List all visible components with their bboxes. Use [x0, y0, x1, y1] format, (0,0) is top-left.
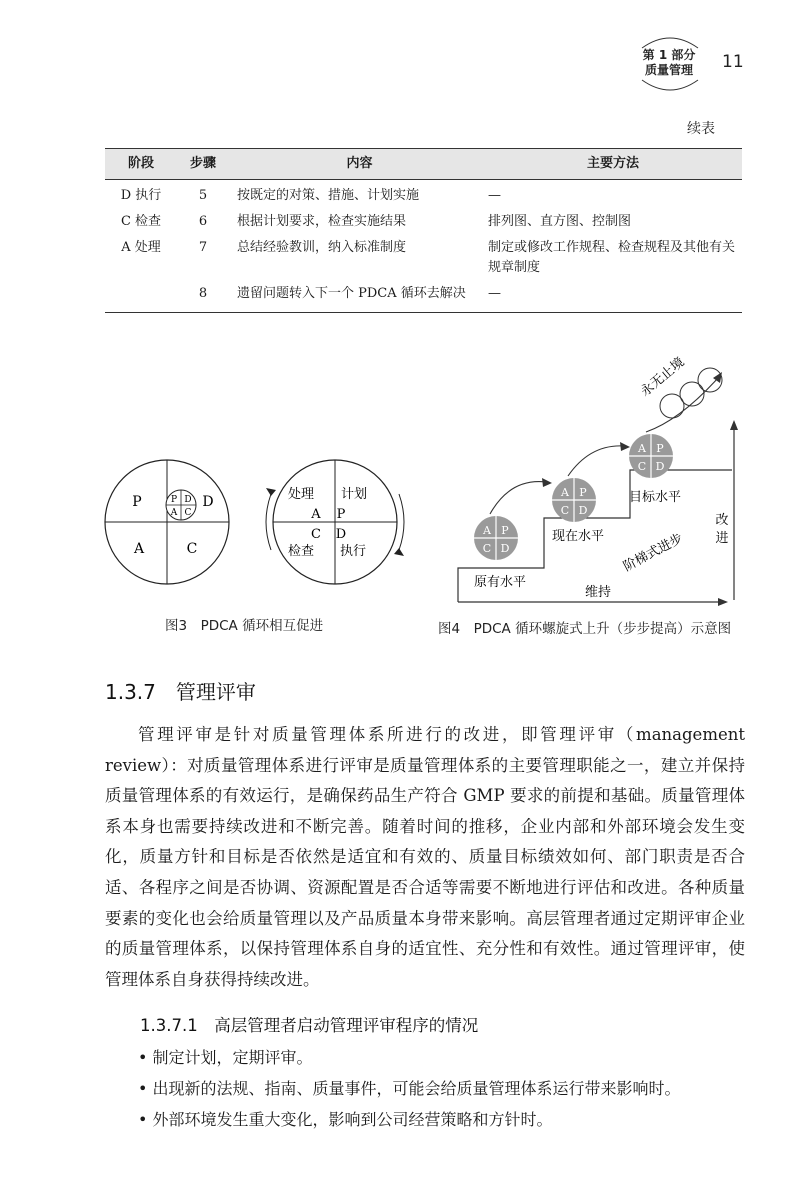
- cycle-check: 检查: [287, 544, 315, 559]
- improve-label-1: 改: [715, 513, 729, 528]
- cell-method: 制定或修改工作规程、检查规程及其他有关规章制度: [488, 240, 736, 275]
- cell-method: —: [488, 188, 501, 203]
- cycle-arrow-right: [399, 494, 404, 550]
- pdca-circle-level1: [474, 516, 518, 560]
- list-item: • 制定计划，定期评审。: [138, 1048, 313, 1067]
- cell-step: 7: [198, 240, 208, 255]
- cell-stage: A 处理: [121, 240, 161, 255]
- cycle-arrow-left: [266, 494, 271, 550]
- figure3-caption: 图3 PDCA 循环相互促进: [165, 618, 324, 634]
- small-pdca-circle: [166, 490, 196, 520]
- cycle-d: D: [335, 527, 347, 542]
- circle3-p: P: [656, 442, 664, 455]
- pdca-circle-level3: [629, 434, 673, 478]
- circle3-c: C: [637, 460, 647, 473]
- header-stage: 阶段: [105, 149, 177, 180]
- circle2-c: C: [560, 504, 570, 517]
- header-method: 主要方法: [482, 149, 742, 180]
- cell-stage: D 执行: [120, 188, 162, 203]
- list-item: • 外部环境发生重大变化，影响到公司经营策略和方针时。: [138, 1110, 553, 1129]
- cycle-p: P: [336, 507, 346, 522]
- section-badge-line2: 质量管理: [644, 63, 693, 77]
- level-current: 现在水平: [551, 529, 605, 544]
- cell-content: 根据计划要求，检查实施结果: [237, 214, 407, 229]
- cycle-process: 处理: [287, 487, 315, 502]
- circle3-d: D: [655, 460, 665, 473]
- figure4-caption: 图4 PDCA 循环螺旋式上升（步步提高）示意图: [438, 621, 732, 637]
- cell-content: 总结经验教训，纳入标准制度: [237, 240, 407, 255]
- level-target: 目标水平: [628, 490, 682, 505]
- table-row: [105, 281, 742, 313]
- big-circle-d: D: [202, 494, 214, 510]
- cell-method: 排列图、直方图、控制图: [488, 214, 632, 229]
- stepwise-label: 阶梯式进步: [621, 531, 686, 575]
- endless-label: 永无止境: [638, 354, 688, 400]
- cell-step: 5: [198, 188, 208, 203]
- list-item: • 出现新的法规、指南、质量事件，可能会给质量管理体系运行带来影响时。: [138, 1079, 681, 1098]
- big-pdca-circle: [105, 460, 229, 584]
- figure3-diagram: [95, 450, 425, 620]
- circle1-c: C: [482, 542, 492, 555]
- figure4-diagram: [450, 350, 750, 612]
- cell-stage: C 检查: [120, 214, 162, 229]
- small-circle-a: A: [170, 508, 178, 518]
- cell-step: 6: [198, 214, 208, 229]
- cycle-plan: 计划: [340, 487, 368, 502]
- cycle-circle: [266, 460, 404, 584]
- section-badge-line1: 第 1 部分: [642, 48, 696, 62]
- table-row: [105, 209, 742, 235]
- table-row: [105, 235, 742, 281]
- cycle-a: A: [311, 507, 321, 522]
- cycle-execute: 执行: [339, 544, 367, 559]
- section-title: 1.3.7 管理评审: [105, 680, 256, 704]
- pdca-table: [105, 148, 742, 313]
- page-number: 11: [722, 52, 744, 72]
- circle2-d: D: [578, 504, 588, 517]
- small-circle-c: C: [184, 508, 192, 518]
- circle1-a: A: [483, 524, 491, 537]
- table-header-row: [105, 149, 742, 180]
- continued-label: 续表: [687, 121, 715, 137]
- cell-stage: [105, 281, 177, 313]
- subsection-title: 1.3.7.1 高层管理者启动管理评审程序的情况: [140, 1016, 479, 1035]
- small-circle-p: P: [170, 495, 178, 505]
- improve-label-2: 进: [715, 531, 729, 546]
- big-circle-p: P: [132, 494, 142, 510]
- cell-content: 按既定的对策、措施、计划实施: [237, 188, 420, 203]
- circle1-p: P: [501, 524, 509, 537]
- circle2-a: A: [561, 486, 569, 499]
- cell-step: 8: [177, 281, 229, 313]
- section-badge: [640, 48, 698, 78]
- cycle-c: C: [311, 527, 321, 542]
- circle1-d: D: [500, 542, 510, 555]
- cell-method: —: [482, 281, 742, 313]
- table-row: [105, 180, 742, 210]
- pdca-circle-level2: [552, 478, 596, 522]
- small-circle-d: D: [184, 495, 192, 505]
- header-content: 内容: [229, 149, 482, 180]
- big-circle-c: C: [186, 541, 198, 557]
- progress-arrow-1: [490, 482, 546, 514]
- circle2-p: P: [579, 486, 587, 499]
- circle3-a: A: [638, 442, 646, 455]
- progress-arrow-2: [568, 446, 624, 476]
- big-circle-a: A: [133, 541, 145, 557]
- maintain-label: 维持: [584, 585, 612, 600]
- body-paragraph: 管理评审是针对质量管理体系所进行的改进，即管理评审（management review）：对质量管理体系进行评审是质量管理体系的主要管理职能之一，建立并保持质量管理体系的有效运行，是确保药品生产符合 GMP 要求的前提和基础。质量管理体系本身也需要持续改进和不断完善。随着时间的推移，企业内部和外部环境会发生变化，质量方针和目标是否依然是适宜和有效的、质量目标绩效如何、部门职责是否合适、各程序之间是否协调、资源配置是否合适等需要不断地进行评估和改进。各种质量要素的变化也会给质量管理以及产品质量本身带来影响。高层管理者通过定期评审企业的质量管理体系，以保持管理体系自身的适宜性、充分性和有效性。通过管理评审，使管理体系自身获得持续改进。: [105, 725, 745, 989]
- bullet-list: [138, 1042, 681, 1135]
- cell-content: 遗留问题转入下一个 PDCA 循环去解决: [229, 281, 482, 313]
- level-original: 原有水平: [473, 575, 527, 590]
- header-step: 步骤: [177, 149, 229, 180]
